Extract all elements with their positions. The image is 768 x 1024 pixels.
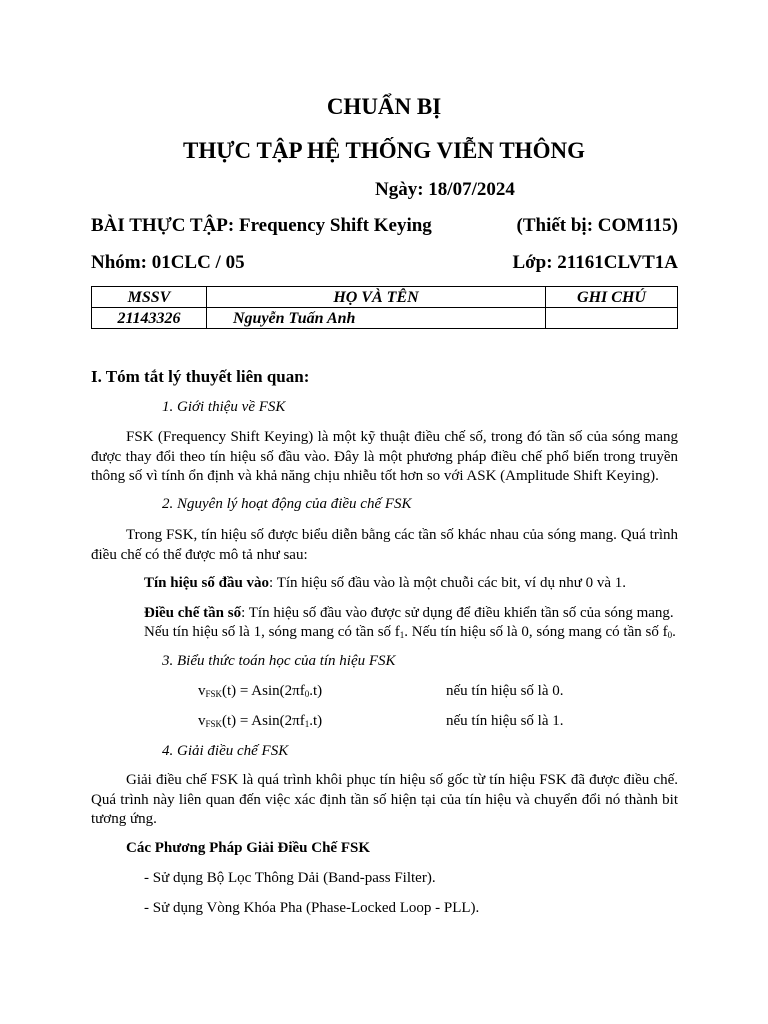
- eq1-tail: .t): [309, 683, 323, 699]
- eq1-v: v: [198, 683, 206, 699]
- method-item-2: - Sử dụng Vòng Khóa Pha (Phase-Locked Loop - PLL).: [144, 900, 480, 916]
- equation-1: [198, 683, 322, 700]
- freq-line2-part-a: Nếu tín hiệu số là 1, sóng mang có tần số f: [144, 624, 400, 640]
- bullet-input-signal: [144, 575, 626, 592]
- freq-line2-part-c: .: [672, 624, 676, 640]
- bullet-input-label: Tín hiệu số đầu vào: [144, 575, 270, 591]
- eq1-fsub: 0: [304, 689, 310, 699]
- eq2-body: (t) = Asin(2πf: [222, 713, 305, 729]
- paragraph-1: FSK (Frequency Shift Keying) là một kỹ thuật điều chế số, trong đó tần số của sóng mang được thay đổi theo tín hiệu số đầu vào. Đây là một phương pháp điều chế phổ biến trong truyền thông số vì tính ổn định và khả năng chịu nhiễu tốt hơn so với ASK (Amplitude Shift Keying).: [91, 429, 678, 484]
- eq2-v: v: [198, 713, 206, 729]
- freq-line2-part-b: . Nếu tín hiệu số là 0, sóng mang có tần số f: [404, 624, 668, 640]
- eq1-sub: FSK: [205, 689, 223, 699]
- header-note: GHI CHÚ: [546, 287, 678, 308]
- device-label: (Thiết bị: COM115): [516, 215, 678, 236]
- eq2-sub: FSK: [205, 719, 223, 729]
- freq-sub-1: 1: [399, 630, 405, 640]
- methods-heading: Các Phương Pháp Giải Điều Chế FSK: [126, 840, 370, 856]
- equation-1-note: nếu tín hiệu số là 0.: [446, 683, 564, 699]
- bullet-input-text: : Tín hiệu số đầu vào là một chuỗi các bit, ví dụ như 0 và 1.: [269, 575, 626, 591]
- eq2-tail: .t): [309, 713, 323, 729]
- method-item-1: - Sử dụng Bộ Lọc Thông Dải (Band-pass Filter).: [144, 870, 436, 886]
- paragraph-2: Trong FSK, tín hiệu số được biểu diễn bằng các tần số khác nhau của sóng mang. Quá trình điều chế có thể được mô tả như sau:: [91, 527, 678, 563]
- eq2-fsub: 1: [304, 719, 310, 729]
- equation-2: [198, 713, 322, 730]
- bullet-freq-text: : Tín hiệu số đầu vào được sử dụng để điều khiển tần số của sóng mang.: [241, 605, 674, 621]
- subsection-2: 2. Nguyên lý hoạt động của điều chế FSK: [162, 496, 412, 512]
- lab-title: BÀI THỰC TẬP: Frequency Shift Keying: [91, 215, 432, 236]
- subsection-4: 4. Giải điều chế FSK: [162, 743, 289, 759]
- doc-title-line2: THỰC TẬP HỆ THỐNG VIỄN THÔNG: [183, 138, 585, 163]
- group-label: Nhóm: 01CLC / 05: [91, 252, 245, 273]
- header-name: HỌ VÀ TÊN: [207, 287, 546, 308]
- subsection-1: 1. Giới thiệu về FSK: [162, 399, 286, 415]
- freq-sub-0: 0: [667, 630, 673, 640]
- subsection-3: 3. Biểu thức toán học của tín hiệu FSK: [162, 653, 396, 669]
- bullet-freq-label: Điều chế tần số: [144, 605, 242, 621]
- cell-name: Nguyễn Tuấn Anh: [207, 308, 546, 329]
- table-header-row: [92, 287, 678, 308]
- section-heading: I. Tóm tắt lý thuyết liên quan:: [91, 367, 310, 386]
- cell-note: [546, 308, 678, 329]
- table-row: [92, 308, 678, 329]
- bullet-freq-line2: [144, 624, 676, 641]
- equation-2-note: nếu tín hiệu số là 1.: [446, 713, 564, 729]
- bullet-freq-mod: [144, 605, 674, 622]
- paragraph-4: Giải điều chế FSK là quá trình khôi phục tín hiệu số gốc từ tín hiệu FSK đã được điều chế. Quá trình này liên quan đến việc xác định tần số hiện tại của tín hiệu và chuyển đổi nó thành bit tương ứng.: [91, 772, 678, 827]
- class-label: Lớp: 21161CLVT1A: [512, 252, 678, 273]
- doc-title-line1: CHUẨN BỊ: [326, 94, 442, 119]
- members-table: [91, 286, 678, 329]
- header-mssv: MSSV: [92, 287, 207, 308]
- cell-mssv: 21143326: [92, 308, 207, 329]
- eq1-body: (t) = Asin(2πf: [222, 683, 305, 699]
- date-label: Ngày: 18/07/2024: [375, 179, 515, 200]
